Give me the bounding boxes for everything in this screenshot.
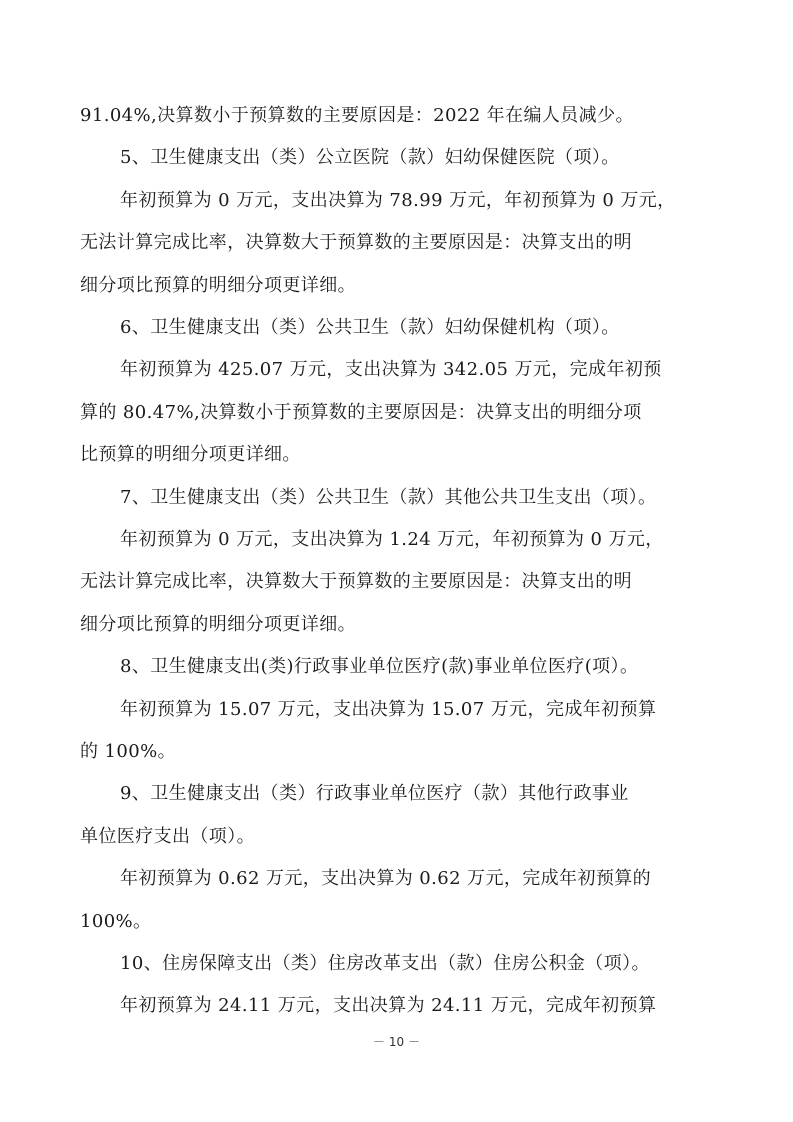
text-line-13: 细分项比预算的明细分项更详细。 [80,614,356,635]
text-line-4: 无法计算完成比率，决算数大于预算数的主要原因是：决算支出的明 [80,232,632,253]
text-line-1: 91.04%,决算数小于预算数的主要原因是：2022 年在编人员减少。 [80,105,634,126]
text-line-19: 年初预算为 0.62 万元，支出决算为 0.62 万元，完成年初预算的 [120,868,652,889]
text-line-22: 年初预算为 24.11 万元，支出决算为 24.11 万元，完成年初预算 [120,995,657,1016]
text-line-21: 10、住房保障支出（类）住房改革支出（款）住房公积金（项）。 [120,953,650,974]
text-line-15: 年初预算为 15.07 万元，支出决算为 15.07 万元，完成年初预算 [120,699,657,720]
text-line-17: 9、卫生健康支出（类）行政事业单位医疗（款）其他行政事业 [120,783,629,804]
text-line-11: 年初预算为 0 万元，支出决算为 1.24 万元，年初预算为 0 万元， [120,529,664,550]
text-line-10: 7、卫生健康支出（类）公共卫生（款）其他公共卫生支出（项）。 [120,487,657,508]
text-line-7: 年初预算为 425.07 万元，支出决算为 342.05 万元，完成年初预 [120,359,662,380]
text-line-3: 年初预算为 0 万元，支出决算为 78.99 万元，年初预算为 0 万元， [120,190,676,211]
text-line-16: 的 100%。 [80,741,176,762]
text-line-18: 单位医疗支出（项）。 [80,826,255,847]
text-line-6: 6、卫生健康支出（类）公共卫生（款）妇幼保健机构（项）。 [120,317,620,338]
text-line-2: 5、卫生健康支出（类）公立医院（款）妇幼保健医院（项）。 [120,147,620,168]
text-line-8: 算的 80.47%,决算数小于预算数的主要原因是：决算支出的明细分项 [80,402,642,423]
text-line-14: 8、卫生健康支出(类)行政事业单位医疗(款)事业单位医疗(项）。 [120,656,639,677]
text-line-12: 无法计算完成比率，决算数大于预算数的主要原因是：决算支出的明 [80,571,632,592]
text-line-5: 细分项比预算的明细分项更详细。 [80,275,356,296]
text-line-20: 100%。 [80,911,152,932]
page-number: － 10 － [373,1035,420,1049]
text-line-9: 比预算的明细分项更详细。 [80,444,301,465]
